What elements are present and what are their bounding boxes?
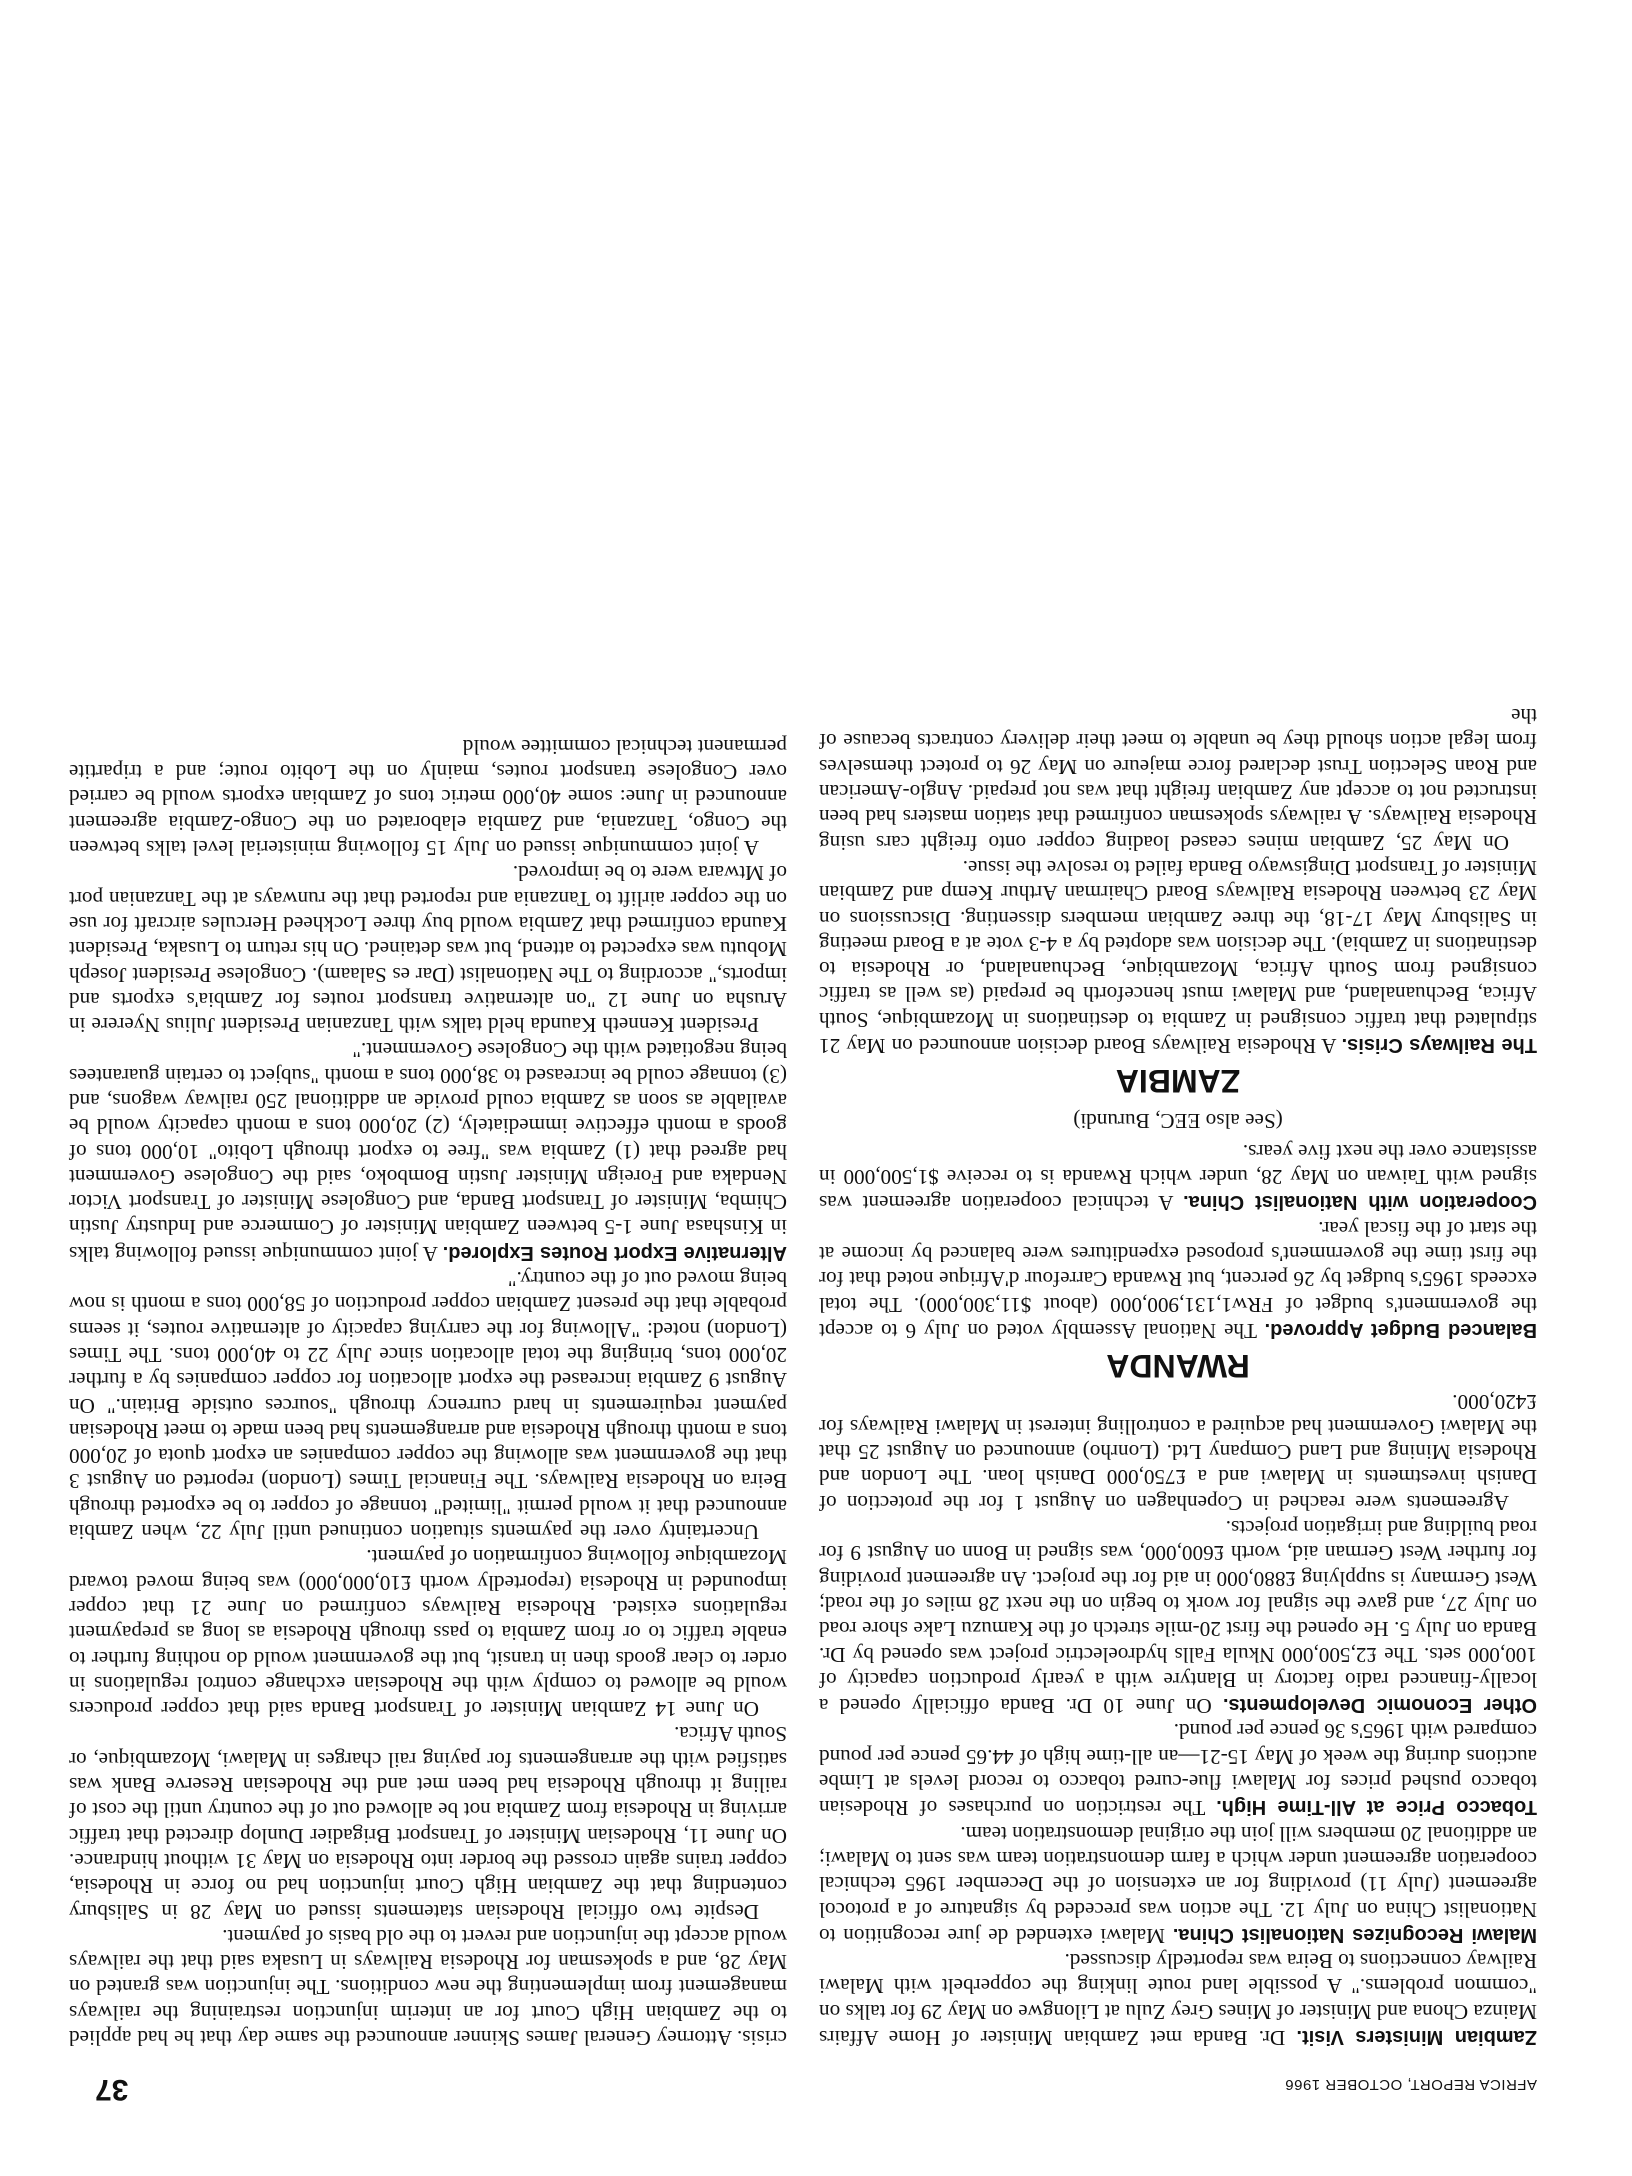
paragraph-economic: Other Economic Developments. On June 10 Dr. Banda officially opened a locally-financed radio factory in Blantyre with a yearly production capacity of 100,000 sets. The £2,500,000 Nkula Falls hydroelectric project was opened by Dr. Banda on July 5. He opened the first 20-mile stretch of the Kamuzu Lake shore road on July 27, and gave the signal for work to begin on the next 28 miles of the road; West Germany is supplying £880,000 in aid for the project. An agreement providing for further West German aid, worth £600,000, was signed in Bonn on August 9 for road building and irrigation projects. (818, 1516, 1537, 1719)
paragraph-budget: Balanced Budget Approved. The National Assembly voted on July 6 to accept the government's budget of FRw1,131,900,000 (about $11,300,000). The total exceeds 1965's budget by 26 percent, but Rwanda Carrefour d'Afrique noted that for the first time the government's proposed expenditures were balanced by income at the start of the fiscal year. (819, 1216, 1537, 1343)
left-column (819, 703, 1537, 2050)
paragraph-injunction: Despite two official Rhodesian statements issued on May 28 in Salisbury contending that the Zambian High Court injunction had no force in Rhodesia, copper trains again crossed the border into Rhodesia on May 31 without hindrance. On June 11, Rhodesian Minister of Transport Brigadier Dunlop directed that traffic arriving in Rhodesia from Zambia not be allowed out of the country until the cost of railing it through Rhodesia had been met and the Rhodesian Reserve Bank was satisfied with the arrangements for paying rail charges in Malawi, Mozambique, or South Africa. (69, 1722, 787, 1924)
heading-cooperation: Cooperation with Nationalist China. (1183, 1191, 1537, 1214)
heading-economic: Other Economic Developments. (1222, 1694, 1537, 1717)
country-heading-zambia: ZAMBIA (1115, 1063, 1241, 1100)
heading-tobacco: Tobacco Price at All-Time High. (1216, 1796, 1537, 1819)
country-heading-rwanda: RWANDA (1106, 1348, 1250, 1385)
paragraph-kaunda: President Kenneth Kaunda held talks with Tanzanian President Julius Nyerere in Arusha on June 12 "on alternative transport routes for Zambia's exports and imports," according to The Nationalist (Dar es Salaam). Congolese President Joseph Mobutu was expected to attend, but was detained. On his return to Lusaka, President Kaunda confirmed that Zambia would buy three Lockheed Hercules aircraft for use on the copper airlift to Tanzania and reported that the runways at the Tanzanian port of Mtwara were to be improved. (69, 861, 787, 1038)
paragraph-communique: A joint communique issued on July 15 following ministerial level talks between the Congo, Tanzania, and Zambia elaborated on the Congo-Zambia agreement announced in June: some 40,000 metric tons of Zambian exports would be carried over Congolese transport routes, mainly on the Lobito route; and a tripartite permanent technical committee would (69, 734, 787, 861)
right-column (69, 734, 787, 2050)
see-also-note: (See also EEC, Burundi) (1073, 1108, 1283, 1133)
paragraph-cooperation: Cooperation with Nationalist China. A technical cooperation agreement was signed with Taiwan on May 28, under which Rwanda is to receive $1,500,000 in assistance over the next five years. (819, 1139, 1537, 1216)
paragraph-railways-2: On May 25, Zambian mines ceased loading copper onto freight cars using Rhodesia Railways. A railways spokesman confirmed that station masters had been instructed not to accept any Zambian freight that was not prepaid. Anglo-American and Roan Selection Trust declared force majeure on May 26 to protect themselves from legal action should they be unable to meet their delivery contracts because of the (819, 704, 1537, 855)
paragraph-railways: The Railways Crisis. A Rhodesia Railways Board decision announced on May 21 stipulated that traffic consigned in Zambia to destinations in Mozambique, South Africa, Bechuanaland, and Malawi must henceforth be prepaid (as well as traffic consigned from South Africa, Mozambique, Bechuanaland, or Rhodesia to destinations in Zambia). The decision was adopted by a 4-3 vote at a Board meeting in Salisbury May 17-18, the three Zambian members dissenting. Discussions on May 23 between Rhodesia Railways Board Chairman Arthur Kemp and Zambian Minister of Transport Dingiswayo Banda failed to resolve the issue. (819, 855, 1537, 1059)
running-header (95, 2066, 1537, 2106)
paragraph-copper-producers: On June 14 Zambian Minister of Transport Banda said that copper producers would be allowed to comply with the Rhodesian exchange control regulations in order to clear goods then in transit, but the government would do nothing further to enable traffic to or from Zambia to pass through Rhodesia as long as prepayment regulations existed. Rhodesia Railways confirmed on June 21 that copper impounded in Rhodesia (reportedly worth £10,000,000) was being moved toward Mozambique following confirmation of payment. (69, 1545, 787, 1722)
paragraph-tobacco: Tobacco Price at All-Time High. The restriction on purchases of Rhodesian tobacco pushed prices for Malawi flue-cured tobacco to record levels at Limbe auctions during the week of May 15-21—an all-time high of 44.65 pence per pound compared with 1965's 36 pence per pound. (819, 1719, 1537, 1821)
paragraph-economic-2: Agreements were reached in Copenhagen on August 1 for the protection of Danish investments in Malawi and a £750,000 Danish loan. The London and Rhodesia Mining and Land Company Ltd. (Lonrho) announced on August 25 that the Malawi Government had acquired a controlling interest in Malawi Railways for £420,000. (819, 1389, 1537, 1515)
heading-china: Malawi Recognizes Nationalist China. (1172, 1923, 1537, 1946)
heading-zambian-visit: Zambian Ministers Visit. (1296, 2026, 1537, 2048)
paragraph-zambian-visit: Zambian Ministers Visit. Dr. Banda met Zambian Minister of Home Affairs Mainza Chona and Minister of Mines Grey Zulu at Lilongwe on May 29 for talks on "common problems." A possible land route linking the copperbelt with Malawi Railway connections to Beira was reportedly discussed. (819, 1949, 1537, 2050)
page-number: 37 (95, 2073, 129, 2106)
paragraph-uncertainty: Uncertainty over the payments situation continued until July 22, when Zambia announced that it would permit "limited" tonnage of copper to be exported through Beira on Rhodesia Railways. The Financial Times (London) reported on August 3 that the government was allowing the copper companies an export quota of 20,000 tons a month through Rhodesia and arrangements had been made to meet Rhodesian payment requirements in hard currency through "sources outside Britain." On August 9 Zambia increased the export allocation for copper companies by a further 20,000 tons, bringing the total allocation since July 22 to 40,000 tons. The Times (London) noted: "Allowing for the carrying capacity of alternative routes, it seems probable that the present Zambian copper production of 58,000 tons a month is now being moved out of the country." (69, 1267, 787, 1545)
heading-railways: The Railways Crisis. (1341, 1034, 1537, 1057)
heading-export-routes: Alternative Export Routes Explored. (442, 1241, 787, 1264)
paragraph-crisis: crisis. Attorney General James Skinner announced the same day that he had applied to the Zambian High Court for an interim injunction restraining the railways management from implementing the new conditions. The injunction was granted on May 28, and a spokesman for Rhodesia Railways in Lusaka said that the railways would accept the injunction and revert to the old basis of payment. (69, 1924, 787, 2050)
paragraph-china: Malawi Recognizes Nationalist China. Malawi extended de jure recognition to Nationalist China on July 12. The action was preceded by signature of a protocol agreement (July 11) providing for an extension of the December 1965 technical cooperation agreement under which a farm demonstration team was sent to Malawi; an additional 20 members will join the original demonstration team. (819, 1821, 1537, 1948)
heading-budget: Balanced Budget Approved. (1264, 1318, 1537, 1341)
paragraph-export-routes: Alternative Export Routes Explored. A joint communique issued following talks in Kinshasa June 1-5 between Zambian Minister of Commerce and Industry Justin Chimba, Minister of Transport Banda, and Congolese Minister of Transport Victor Nendaka and Foreign Minister Justin Bomboko, said the Congolese Government had agreed that (1) Zambia was "free to export through Lobito" 10,000 tons of goods a month effective immediately, (2) 20,000 tons a month capacity would be available as soon as Zambia could provide an additional 250 railway wagons, and (3) tonnage could be increased to 38,000 tons a month "subject to certain guarantees being negotiated with the Congolese Government." (69, 1038, 787, 1266)
running-title: AFRICA REPORT, OCTOBER 1966 (1284, 2076, 1537, 2093)
